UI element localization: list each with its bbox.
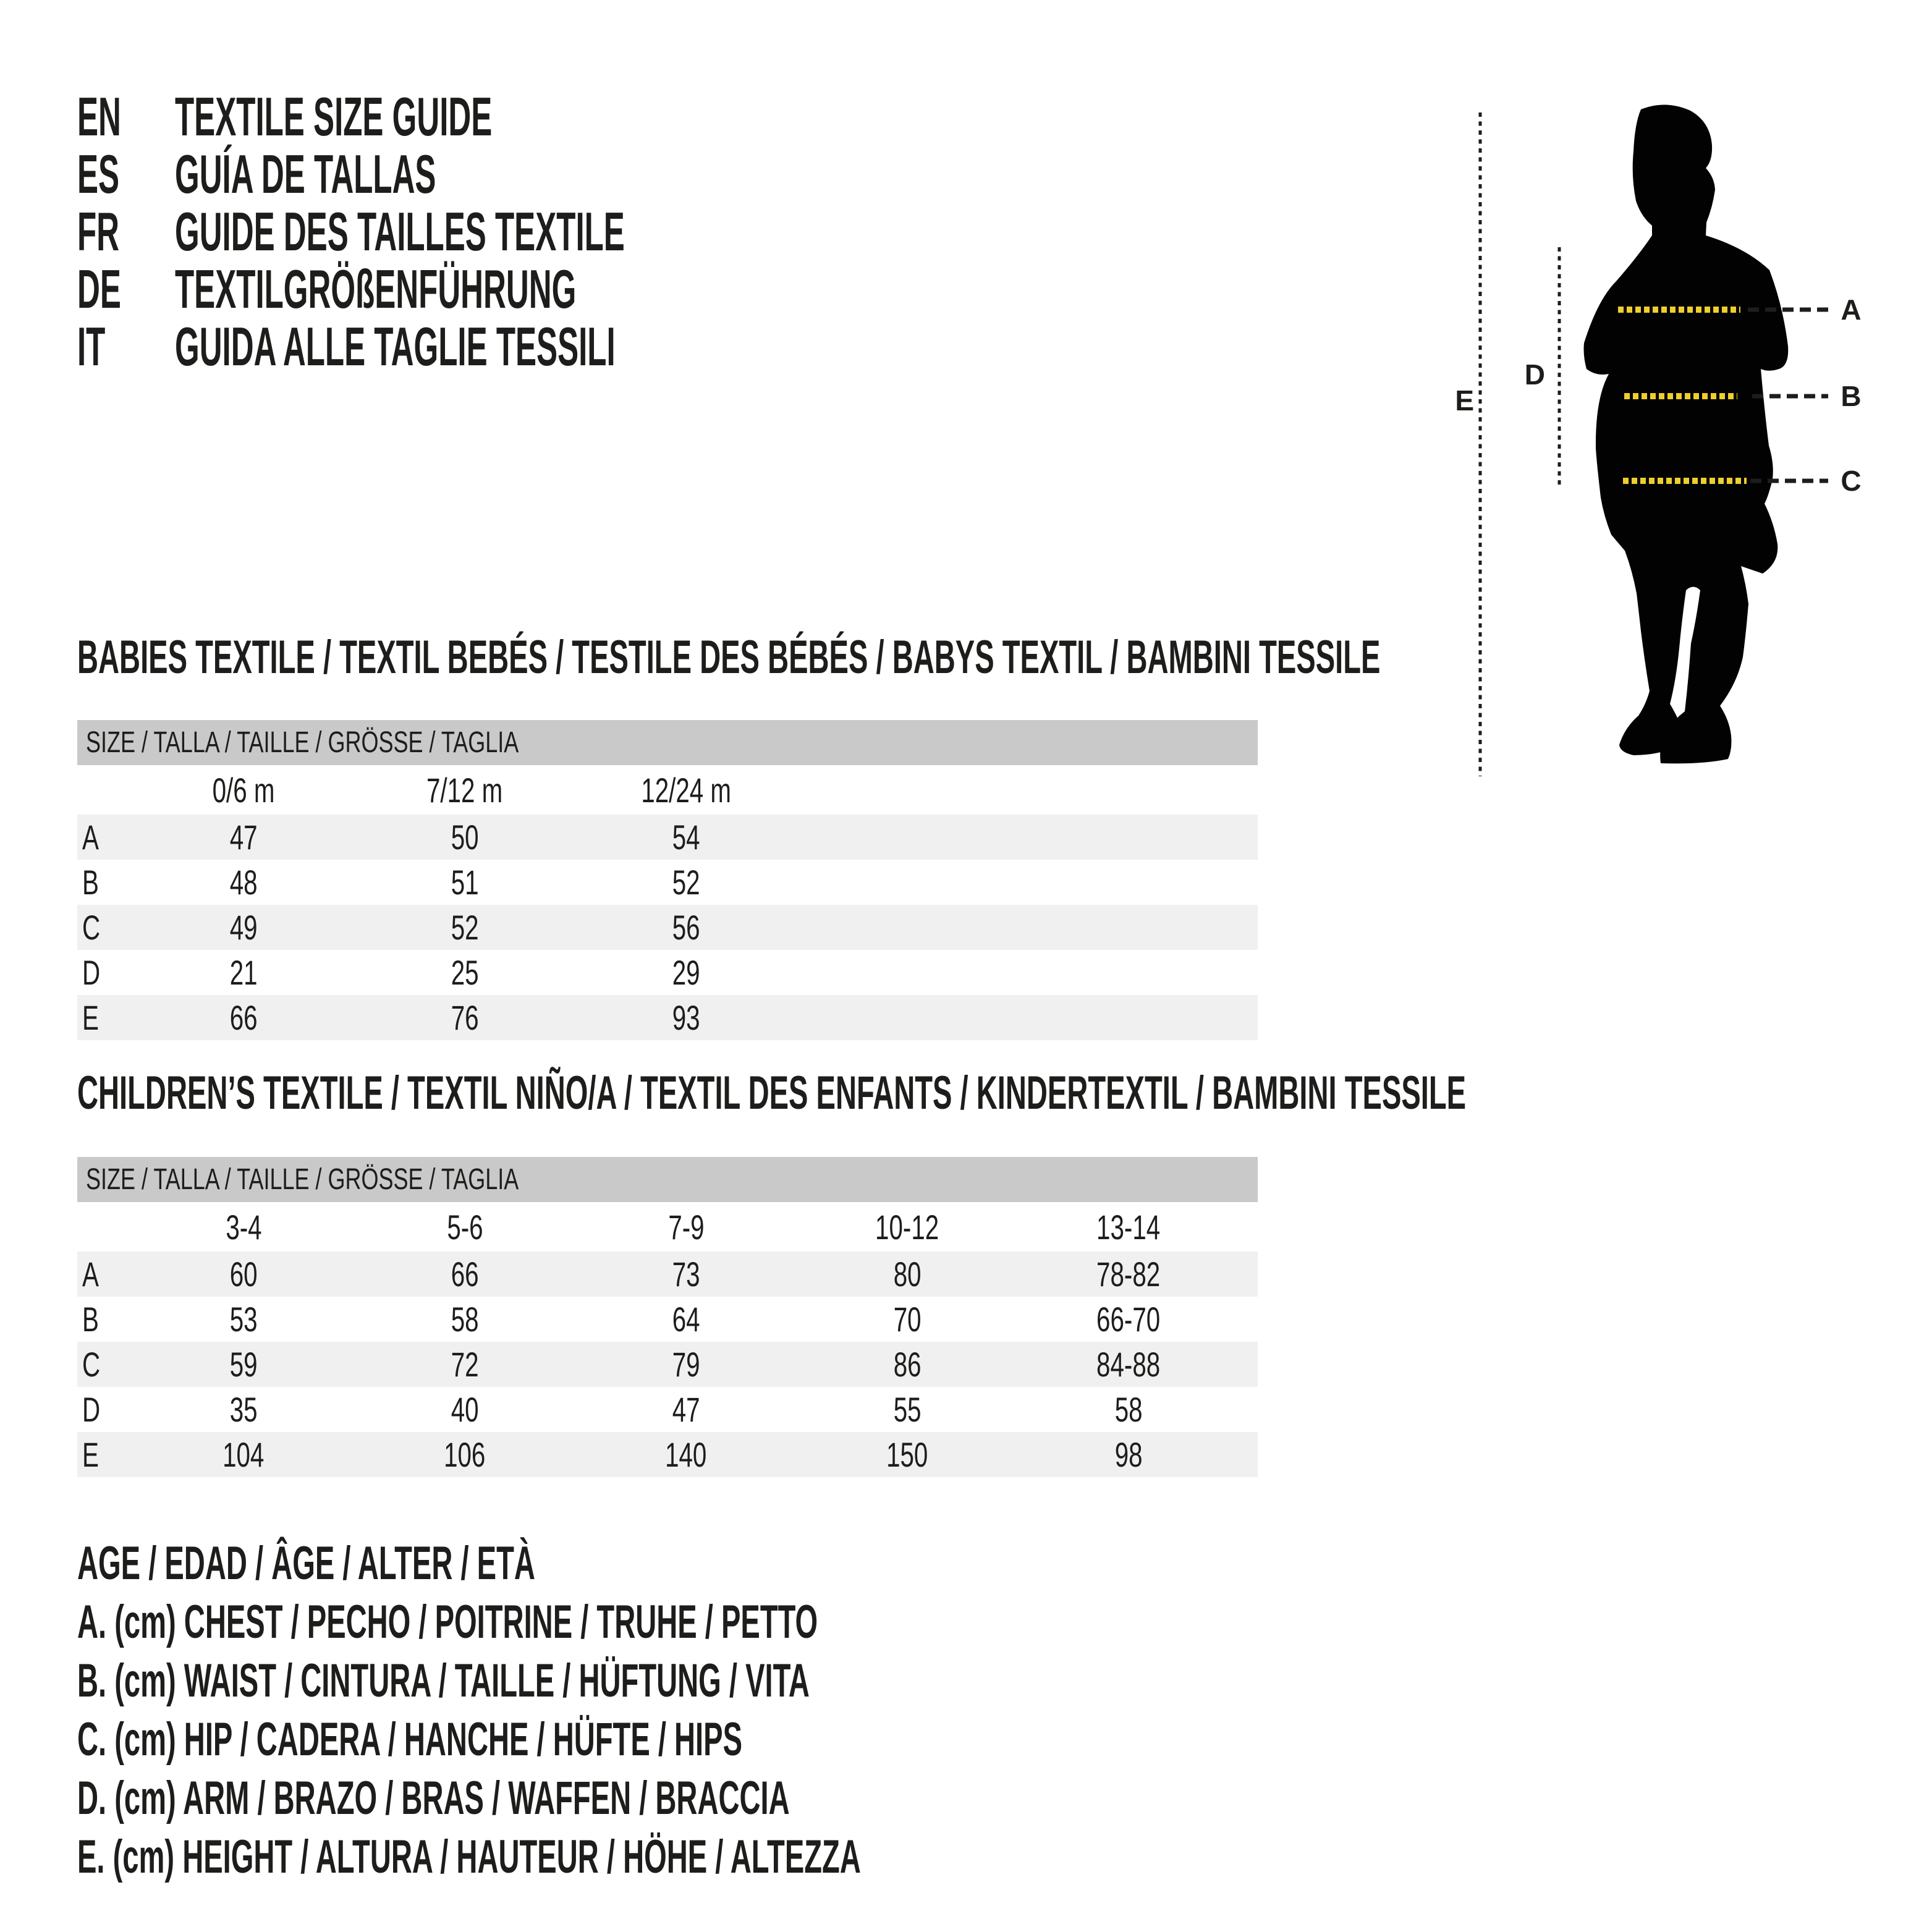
guide-title: GUIDA ALLE TAGLIE TESSILI <box>175 316 616 377</box>
row-label: D <box>82 953 101 992</box>
children-section-title: CHILDREN’S TEXTILE / TEXTIL NIÑO/A / TEXTIL DES ENFANTS / KINDERTEXTIL / BAMBINI TESSILE <box>77 1067 1467 1119</box>
language-code: ES <box>77 143 120 205</box>
guide-title: GUIDE DES TAILLES TEXTILE <box>175 201 625 262</box>
legend-age: AGE / EDAD / ÂGE / ALTER / ETÀ <box>77 1537 535 1590</box>
measure-label-height: E <box>1455 384 1474 417</box>
children-size-table <box>77 1157 1258 1477</box>
header-line-it <box>77 318 951 375</box>
row-label: E <box>82 998 99 1037</box>
babies-column-headers <box>77 765 1258 815</box>
measure-label-chest: A <box>1841 294 1862 326</box>
table-row: C 49 52 56 <box>77 905 1258 950</box>
column-header: 3-4 <box>225 1207 262 1247</box>
table-row: E 104 106 140 150 98 <box>77 1432 1258 1477</box>
column-header: 7/12 m <box>426 770 503 810</box>
row-label: B <box>82 1300 99 1339</box>
table-row: B 48 51 52 <box>77 860 1258 905</box>
language-code: IT <box>77 316 106 377</box>
header-line-es <box>77 145 951 203</box>
header-line-en <box>77 88 951 145</box>
guide-title: GUÍA DE TALLAS <box>175 143 436 205</box>
column-header: 7-9 <box>667 1207 705 1247</box>
row-label: E <box>82 1435 99 1474</box>
legend-arm: D. (cm) ARM / BRAZO / BRAS / WAFFEN / BRACCIA <box>77 1772 790 1824</box>
legend-waist: B. (cm) WAIST / CINTURA / TAILLE / HÜFTUNG / VITA <box>77 1654 810 1707</box>
row-label: A <box>82 818 99 857</box>
babies-section-title: BABIES TEXTILE / TEXTIL BEBÉS / TESTILE DES BÉBÉS / BABYS TEXTIL / BAMBINI TESSILE <box>77 631 1381 684</box>
guide-title: TEXTILGRÖßENFÜHRUNG <box>175 258 577 320</box>
language-title-list <box>77 88 951 375</box>
table-row: A 60 66 73 80 78-82 <box>77 1252 1258 1297</box>
row-label: C <box>82 1345 101 1384</box>
legend-hip: C. (cm) HIP / CADERA / HANCHE / HÜFTE / HIPS <box>77 1713 743 1766</box>
language-code: DE <box>77 258 121 320</box>
measure-label-hip: C <box>1841 465 1862 497</box>
table-row: D 35 40 47 55 58 <box>77 1387 1258 1432</box>
table-row: D 21 25 29 <box>77 950 1258 995</box>
language-code: EN <box>77 86 121 147</box>
row-label: C <box>82 908 101 947</box>
measure-label-waist: B <box>1841 380 1862 412</box>
table-row: A 47 50 54 <box>77 815 1258 860</box>
measure-label-arm: D <box>1524 358 1545 391</box>
header-line-de <box>77 260 951 318</box>
legend-chest: A. (cm) CHEST / PECHO / POITRINE / TRUHE / PETTO <box>77 1596 818 1648</box>
column-header: 13-14 <box>1096 1207 1161 1247</box>
column-header: 12/24 m <box>641 770 731 810</box>
babies-size-table <box>77 720 1258 1040</box>
size-header-bar: SIZE / TALLA / TAILLE / GRÖSSE / TAGLIA <box>77 720 1258 765</box>
legend-height: E. (cm) HEIGHT / ALTURA / HAUTEUR / HÖHE / ALTEZZA <box>77 1831 861 1883</box>
table-row: B 53 58 64 70 66-70 <box>77 1297 1258 1342</box>
row-label: B <box>82 863 99 902</box>
children-column-headers <box>77 1202 1258 1252</box>
column-header: 5-6 <box>446 1207 483 1247</box>
child-measurement-figure <box>1471 99 1891 785</box>
column-header: 10-12 <box>875 1207 939 1247</box>
language-code: FR <box>77 201 120 262</box>
table-row: C 59 72 79 86 84-88 <box>77 1342 1258 1387</box>
guide-title: TEXTILE SIZE GUIDE <box>175 86 493 147</box>
header-line-fr <box>77 203 951 260</box>
table-row: E 66 76 93 <box>77 995 1258 1040</box>
column-header: 0/6 m <box>212 770 275 810</box>
size-header-bar: SIZE / TALLA / TAILLE / GRÖSSE / TAGLIA <box>77 1157 1258 1202</box>
measurement-legend <box>77 1534 1341 1886</box>
row-label: A <box>82 1255 99 1294</box>
row-label: D <box>82 1390 101 1429</box>
